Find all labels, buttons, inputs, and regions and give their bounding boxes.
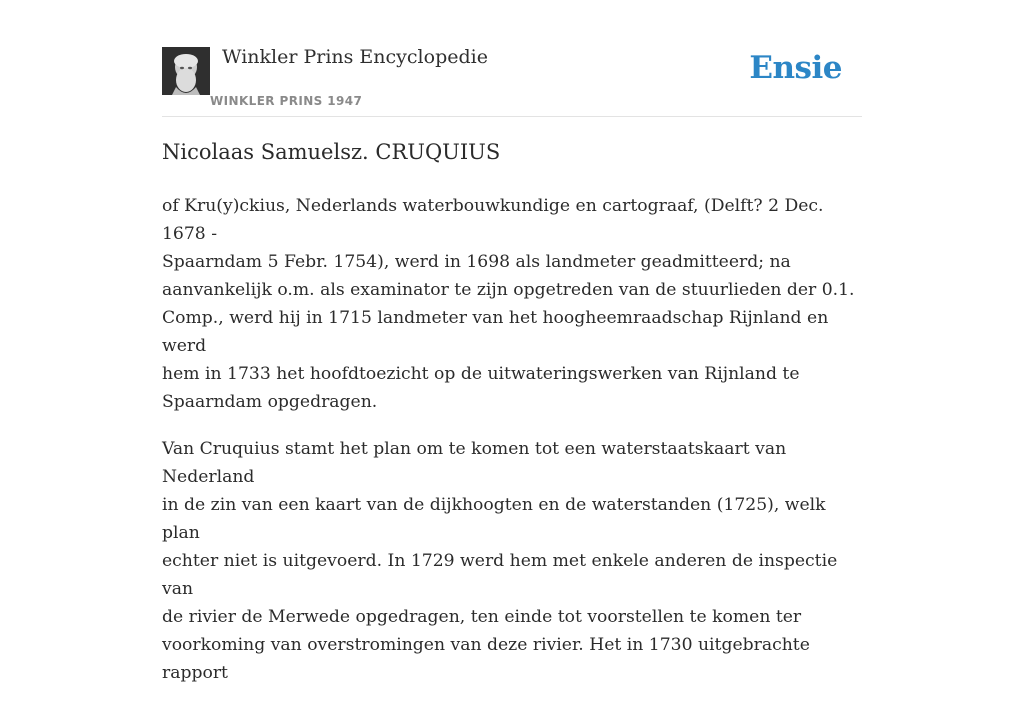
avatar[interactable]: [162, 47, 210, 95]
article-paragraph: Van Cruquius stamt het plan om te komen tot een waterstaatskaart van Nederland in de zin van een kaart van de dijkhoogten en de waterstanden (1725), welk plan echter niet is uitgevoerd. In 1729 werd hem met enkele anderen de inspectie van de rivier de Merwede opgedragen, ten einde tot voorstellen te komen ter voorkoming van overstromingen van deze rivier. Het in 1730 uitgebrachte rapport: [162, 439, 838, 683]
article-body: [162, 192, 862, 706]
article-title: Nicolaas Samuelsz. CRUQUIUS: [162, 140, 501, 164]
site-header: [162, 0, 862, 117]
site-title[interactable]: Winkler Prins Encyclopedie: [222, 46, 488, 68]
article-paragraph: of Kru(y)ckius, Nederlands waterbouwkundige en cartograaf, (Delft? 2 Dec. 1678 - Spaarndam 5 Febr. 1754), werd in 1698 als landmeter geadmitteerd; na aanvankelijk o.m. als examinator te zijn opgetreden van de stuurlieden der 0.1. Comp., werd hij in 1715 landmeter van het hoogheemraadschap Rijnland en werd hem in 1733 het hoofdtoezicht op de uitwateringswerken van Rijnland te Spaarndam opgedragen.: [162, 196, 855, 412]
site-subtitle[interactable]: WINKLER PRINS 1947: [210, 94, 363, 108]
brand-logo-link[interactable]: Ensie: [749, 50, 842, 86]
bearded-man-portrait-icon: [162, 47, 210, 95]
page-container: [162, 0, 862, 683]
